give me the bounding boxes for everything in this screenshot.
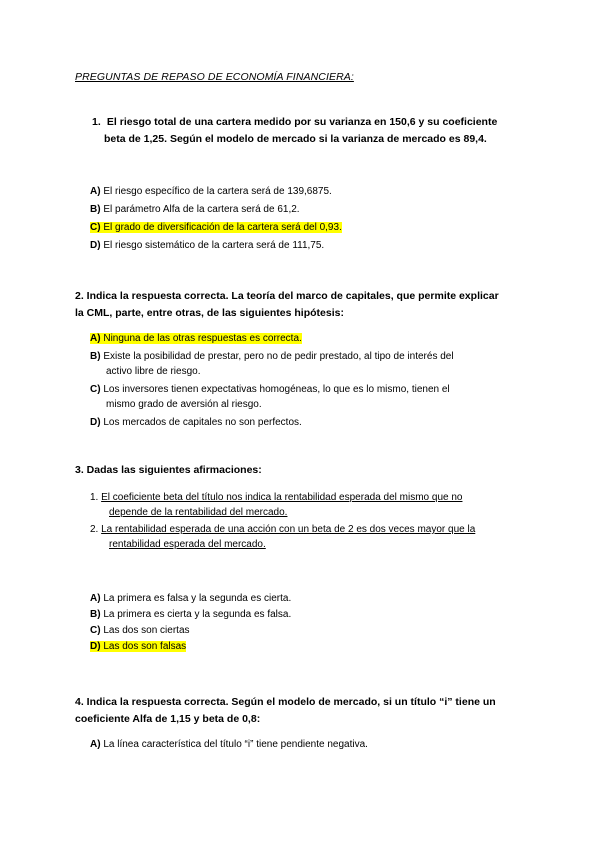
question-2-heading: [75, 288, 530, 322]
question-1-line2: beta de 1,25. Según el modelo de mercado si la varianza de mercado es 89,4.: [104, 133, 487, 145]
question-1-heading: [92, 114, 522, 148]
question-3-option-c: C) Las dos son ciertas: [90, 625, 190, 636]
question-3-heading: 3. Dadas las siguientes afirmaciones:: [75, 464, 262, 476]
question-4-line1: 4. Indica la respuesta correcta. Según el modelo de mercado, si un título “i” tiene un: [75, 696, 496, 708]
question-2-option-b: B) Existe la posibilidad de prestar, pero no de pedir prestado, al tipo de interés del activo libre de riesgo.: [90, 351, 454, 377]
question-3-option-b: B) La primera es cierta y la segunda es falsa.: [90, 609, 292, 620]
question-1-option-d: D) El riesgo sistemático de la cartera será de 111,75.: [90, 240, 325, 251]
question-2-line2: la CML, parte, entre otras, de las siguientes hipótesis:: [75, 307, 344, 319]
question-4-option-a: A) La línea característica del título “i” tiene pendiente negativa.: [90, 739, 368, 750]
question-1-option-a: A) El riesgo específico de la cartera será de 139,6875.: [90, 186, 332, 197]
question-4-line2: coeficiente Alfa de 1,15 y beta de 0,8:: [75, 713, 261, 725]
question-3-option-a: A) La primera es falsa y la segunda es cierta.: [90, 593, 292, 604]
statement-1: 1. El coeficiente beta del título nos indica la rentabilidad esperada del mismo que no depende de la rentabilidad del mercado.: [90, 492, 463, 518]
question-1-line1: El riesgo total de una cartera medido por su varianza en 150,6 y su coeficiente: [106, 116, 498, 128]
question-4-options: [90, 737, 530, 752]
question-2-line1: 2. Indica la respuesta correcta. La teoría del marco de capitales, que permite explicar: [75, 290, 499, 302]
question-3-options: [90, 591, 530, 654]
question-1-number: 1.: [92, 116, 101, 128]
question-2-option-c: C) Los inversores tienen expectativas homogéneas, lo que es lo mismo, tienen el mismo grado de aversión al riesgo.: [90, 384, 450, 410]
question-2-option-a: A) Ninguna de las otras respuestas es correcta.: [90, 333, 302, 344]
question-1-options: [90, 184, 530, 253]
question-2-option-d: D) Los mercados de capitales no son perfectos.: [90, 417, 302, 428]
question-3-option-d: D) Las dos son falsas: [90, 641, 187, 652]
statement-2: 2. La rentabilidad esperada de una acción con un beta de 2 es dos veces mayor que la rentabilidad esperada del mercado.: [90, 524, 476, 550]
question-1-option-b: B) El parámetro Alfa de la cartera será de 61,2.: [90, 204, 300, 215]
question-1-option-c: C) El grado de diversificación de la cartera será del 0,93.: [90, 222, 342, 233]
page-title: PREGUNTAS DE REPASO DE ECONOMÍA FINANCIERA:: [75, 71, 354, 83]
question-2-options: [90, 331, 530, 430]
question-4-heading: [75, 694, 530, 728]
question-3-statements: [90, 490, 530, 554]
